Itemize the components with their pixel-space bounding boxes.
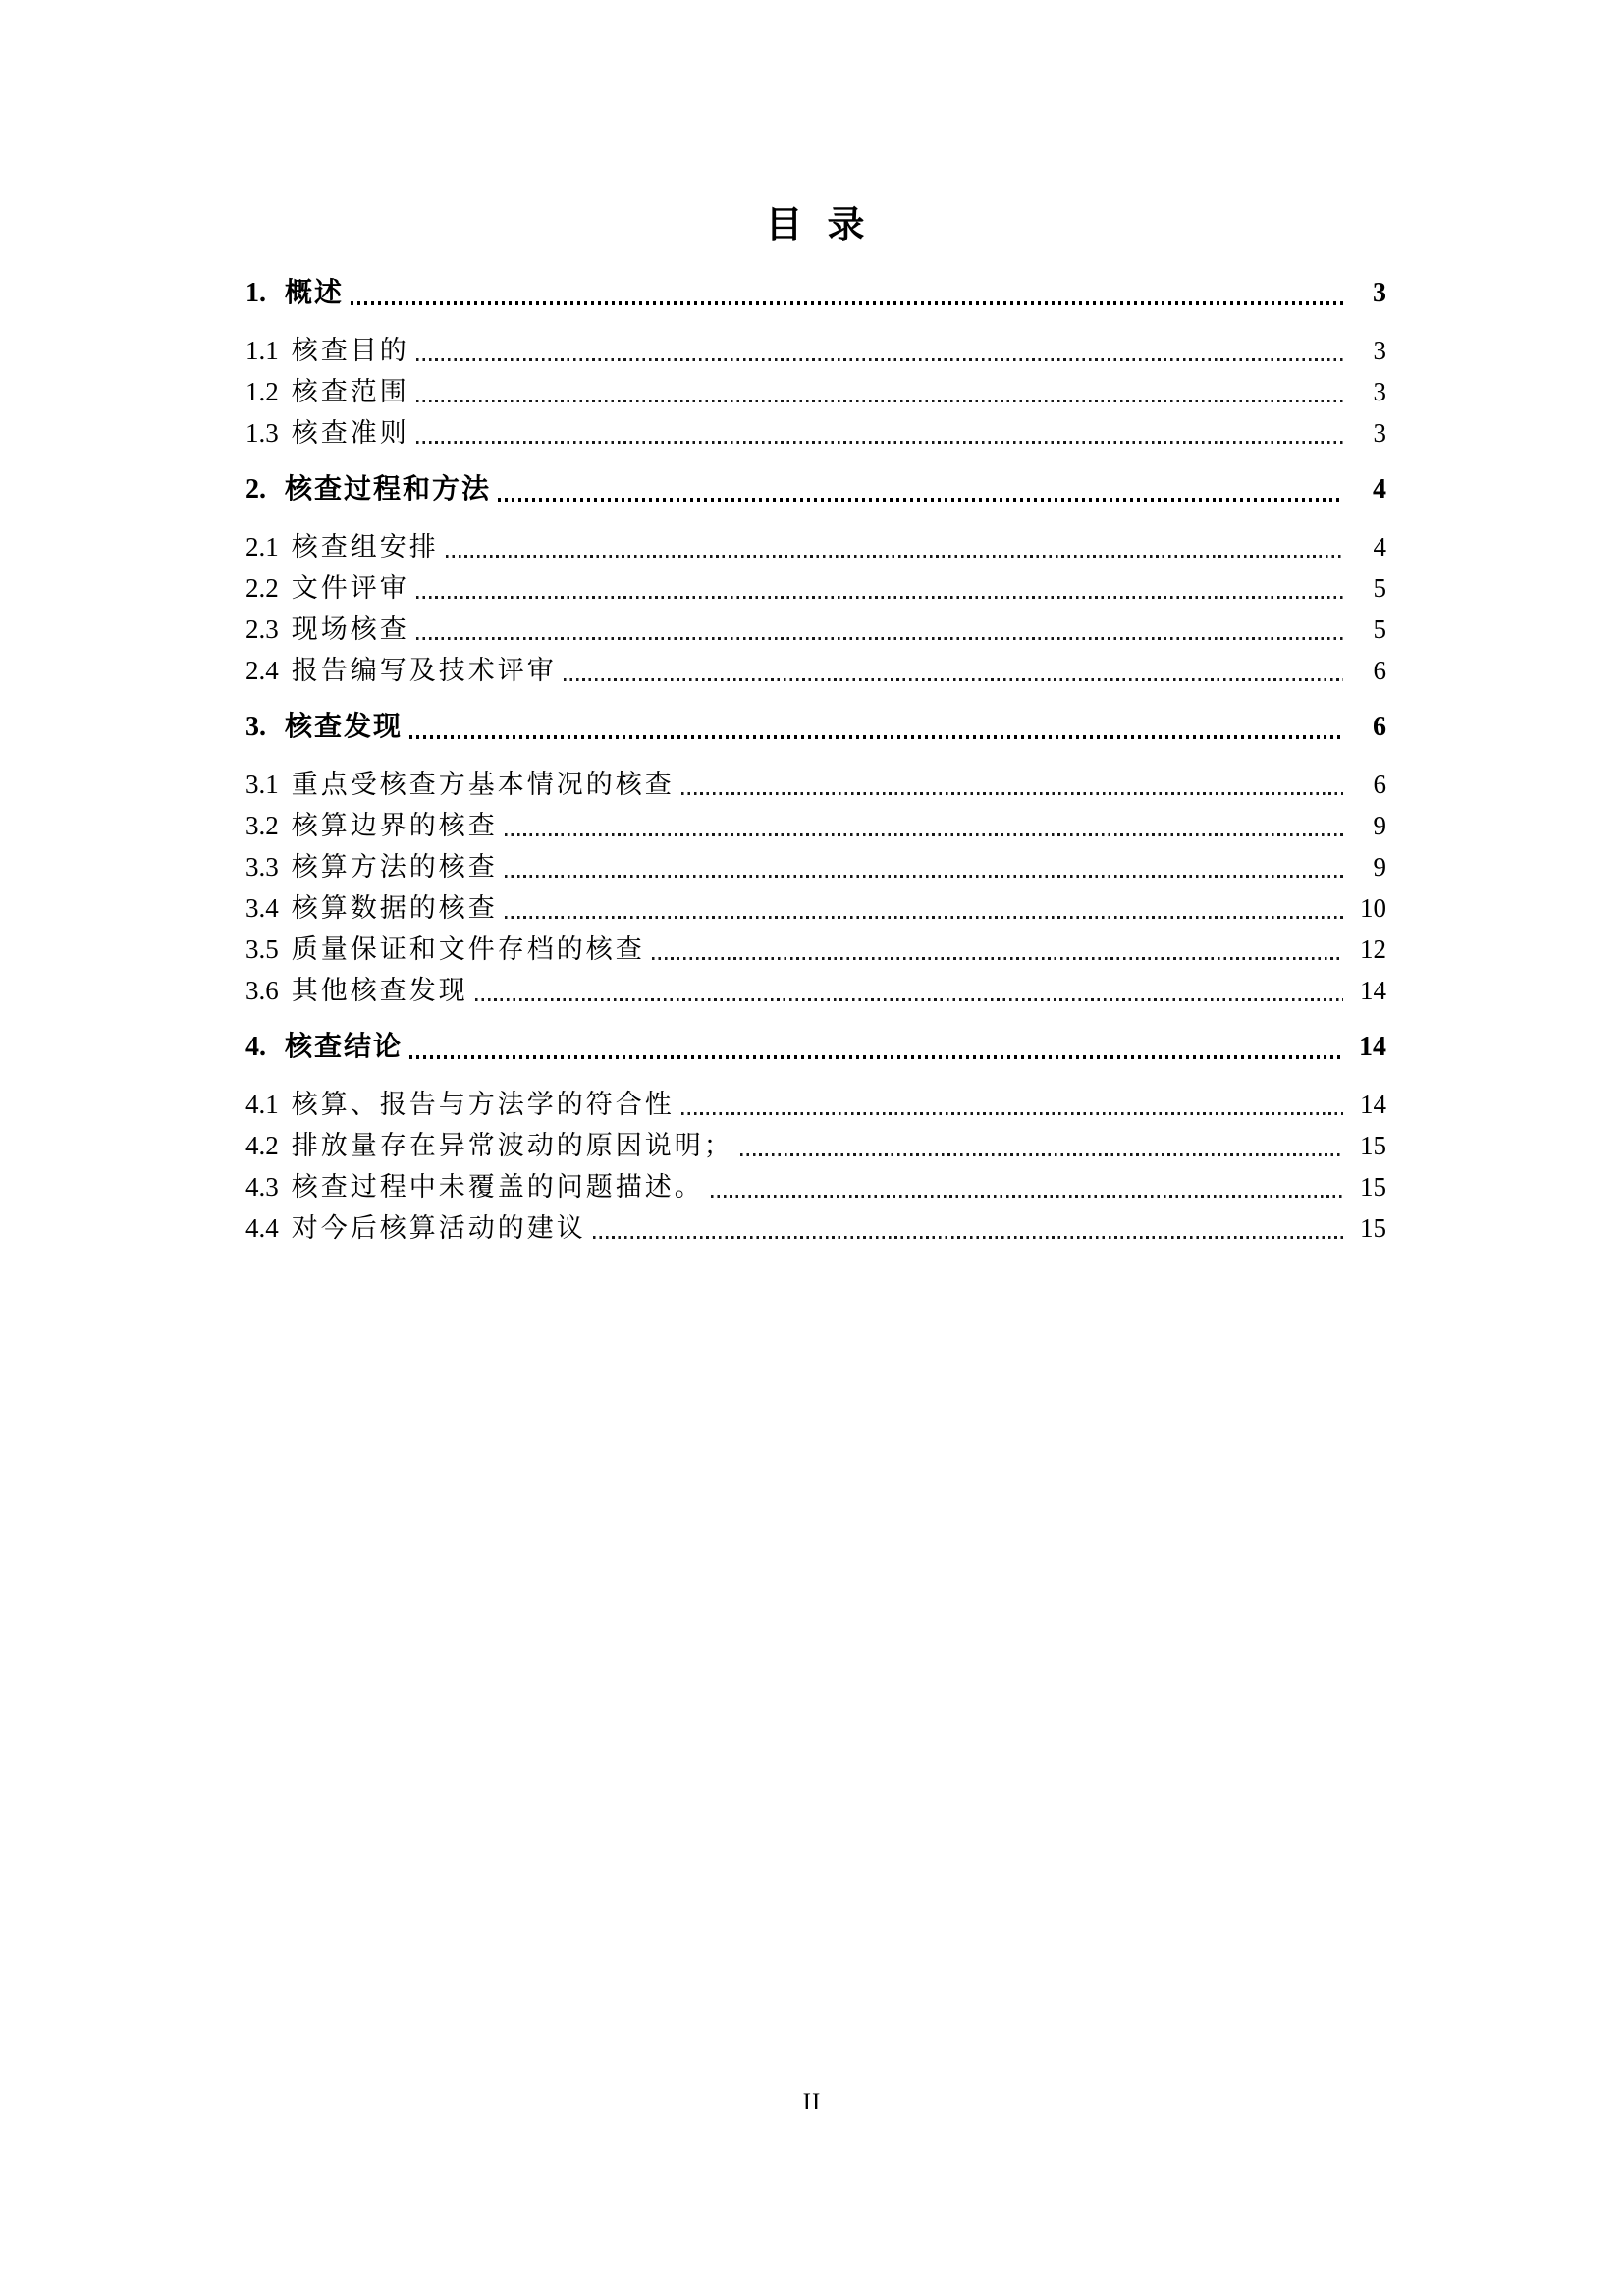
- toc-entry-label: 核查结论: [285, 1032, 404, 1062]
- toc-entry-label: 核查过程和方法: [285, 474, 492, 505]
- dot-leader: [652, 957, 1343, 960]
- dot-leader: [681, 792, 1343, 795]
- dot-leader: [416, 441, 1343, 444]
- toc-entry-number: 3.2: [245, 811, 279, 840]
- toc-entry-number: 3.: [245, 712, 266, 742]
- dot-leader: [351, 301, 1343, 305]
- toc-title: 目 录: [765, 205, 867, 246]
- toc-entry-page: 9: [1373, 852, 1386, 881]
- toc-entry-number: 3.3: [245, 852, 279, 881]
- toc-entry-label: 核查范围: [291, 377, 409, 406]
- dot-leader: [593, 1236, 1343, 1239]
- toc-entry-page: 15: [1360, 1213, 1386, 1243]
- toc-entry-page: 14: [1360, 976, 1386, 1005]
- toc-entry-number: 3.6: [245, 976, 279, 1005]
- toc-entry-page: 6: [1373, 656, 1386, 685]
- toc-entry-3[interactable]: [245, 703, 1386, 744]
- toc-entry-page: 4: [1373, 532, 1386, 561]
- dot-leader: [416, 596, 1343, 599]
- toc-entry-label: 核查发现: [285, 712, 404, 742]
- toc-entry-page: 15: [1360, 1131, 1386, 1160]
- toc-entry-number: 2.1: [245, 532, 279, 561]
- toc-entry-page: 6: [1373, 770, 1386, 799]
- toc-entry-label: 排放量存在异常波动的原因说明；: [291, 1131, 733, 1160]
- toc-entry-page: 14: [1360, 1090, 1386, 1119]
- toc-entry-label: 核查组安排: [291, 532, 439, 561]
- toc-entry-page: 6: [1373, 712, 1386, 742]
- toc-entry-4[interactable]: [245, 1023, 1386, 1064]
- toc-entry-page: 10: [1360, 893, 1386, 923]
- toc-entry-page: 5: [1373, 614, 1386, 644]
- dot-leader: [475, 998, 1343, 1001]
- toc-entry-3-5[interactable]: [245, 925, 1386, 966]
- dot-leader: [498, 498, 1343, 502]
- dot-leader: [409, 1055, 1343, 1059]
- dot-leader: [564, 678, 1343, 681]
- toc-entry-number: 2.: [245, 474, 266, 505]
- dot-leader: [409, 735, 1343, 739]
- toc-entry-4-2[interactable]: [245, 1121, 1386, 1162]
- toc-entry-label: 概述: [285, 278, 345, 308]
- toc-entry-page: 12: [1360, 934, 1386, 964]
- toc-entry-label: 核查过程中未覆盖的问题描述。: [291, 1172, 704, 1201]
- toc-entry-label: 其他核查发现: [291, 976, 468, 1005]
- toc-entry-number: 4.3: [245, 1172, 279, 1201]
- toc-entry-label: 核查准则: [291, 418, 409, 448]
- toc-entry-2-4[interactable]: [245, 646, 1386, 687]
- toc-entry-number: 2.2: [245, 573, 279, 603]
- toc-entry-label: 核算方法的核查: [291, 852, 498, 881]
- dot-leader: [505, 916, 1343, 919]
- toc-entry-label: 核查目的: [291, 336, 409, 365]
- toc-entry-number: 1.1: [245, 336, 279, 365]
- toc-entry-number: 4.1: [245, 1090, 279, 1119]
- toc-entry-number: 4.: [245, 1032, 266, 1062]
- toc-content: [245, 205, 1386, 1245]
- toc-entry-number: 1.: [245, 278, 266, 308]
- toc-entry-page: 3: [1373, 336, 1386, 365]
- dot-leader: [416, 358, 1343, 361]
- toc-entry-label: 核算、报告与方法学的符合性: [291, 1090, 675, 1119]
- dot-leader: [446, 555, 1343, 558]
- toc-entry-number: 1.3: [245, 418, 279, 448]
- toc-entry-number: 2.3: [245, 614, 279, 644]
- toc-entry-number: 3.1: [245, 770, 279, 799]
- toc-entry-2[interactable]: [245, 465, 1386, 507]
- toc-entry-1-3[interactable]: [245, 408, 1386, 450]
- toc-entry-2-1[interactable]: [245, 522, 1386, 563]
- page-number-footer: II: [802, 2089, 822, 2115]
- dot-leader: [505, 833, 1343, 836]
- toc-entry-4-1[interactable]: [245, 1080, 1386, 1121]
- toc-entry-label: 文件评审: [291, 573, 409, 603]
- dot-leader: [505, 875, 1343, 878]
- toc-entry-page: 5: [1373, 573, 1386, 603]
- toc-entry-2-2[interactable]: [245, 563, 1386, 605]
- toc-entry-page: 4: [1373, 474, 1386, 505]
- toc-entry-label: 核算边界的核查: [291, 811, 498, 840]
- toc-entry-3-6[interactable]: [245, 966, 1386, 1007]
- dot-leader: [416, 400, 1343, 402]
- toc-entry-number: 2.4: [245, 656, 279, 685]
- toc-entry-3-3[interactable]: [245, 842, 1386, 883]
- toc-entry-3-4[interactable]: [245, 883, 1386, 925]
- toc-entry-2-3[interactable]: [245, 605, 1386, 646]
- toc-entry-number: 4.4: [245, 1213, 279, 1243]
- toc-entry-page: 3: [1373, 278, 1386, 308]
- dot-leader: [681, 1112, 1343, 1115]
- toc-entry-1-1[interactable]: [245, 326, 1386, 367]
- toc-entry-label: 质量保证和文件存档的核查: [291, 934, 645, 964]
- toc-entry-number: 4.2: [245, 1131, 279, 1160]
- toc-entry-number: 3.4: [245, 893, 279, 923]
- toc-entry-3-2[interactable]: [245, 801, 1386, 842]
- dot-leader: [416, 637, 1343, 640]
- toc-entry-label: 核算数据的核查: [291, 893, 498, 923]
- toc-entry-1-2[interactable]: [245, 367, 1386, 408]
- toc-entry-1[interactable]: [245, 269, 1386, 310]
- toc-entry-label: 重点受核查方基本情况的核查: [291, 770, 675, 799]
- toc-entry-number: 3.5: [245, 934, 279, 964]
- toc-entry-3-1[interactable]: [245, 760, 1386, 801]
- toc-entry-label: 现场核查: [291, 614, 409, 644]
- dot-leader: [740, 1153, 1343, 1156]
- toc-entry-number: 1.2: [245, 377, 279, 406]
- toc-entry-page: 15: [1360, 1172, 1386, 1201]
- toc-entry-4-4[interactable]: [245, 1203, 1386, 1245]
- toc-entry-page: 3: [1373, 418, 1386, 448]
- dot-leader: [711, 1195, 1343, 1198]
- toc-entry-label: 对今后核算活动的建议: [291, 1213, 586, 1243]
- toc-entry-page: 14: [1359, 1032, 1386, 1062]
- toc-entry-page: 9: [1373, 811, 1386, 840]
- toc-entry-list: [245, 253, 1386, 1245]
- toc-entry-4-3[interactable]: [245, 1162, 1386, 1203]
- toc-entry-label: 报告编写及技术评审: [291, 656, 557, 685]
- toc-entry-page: 3: [1373, 377, 1386, 406]
